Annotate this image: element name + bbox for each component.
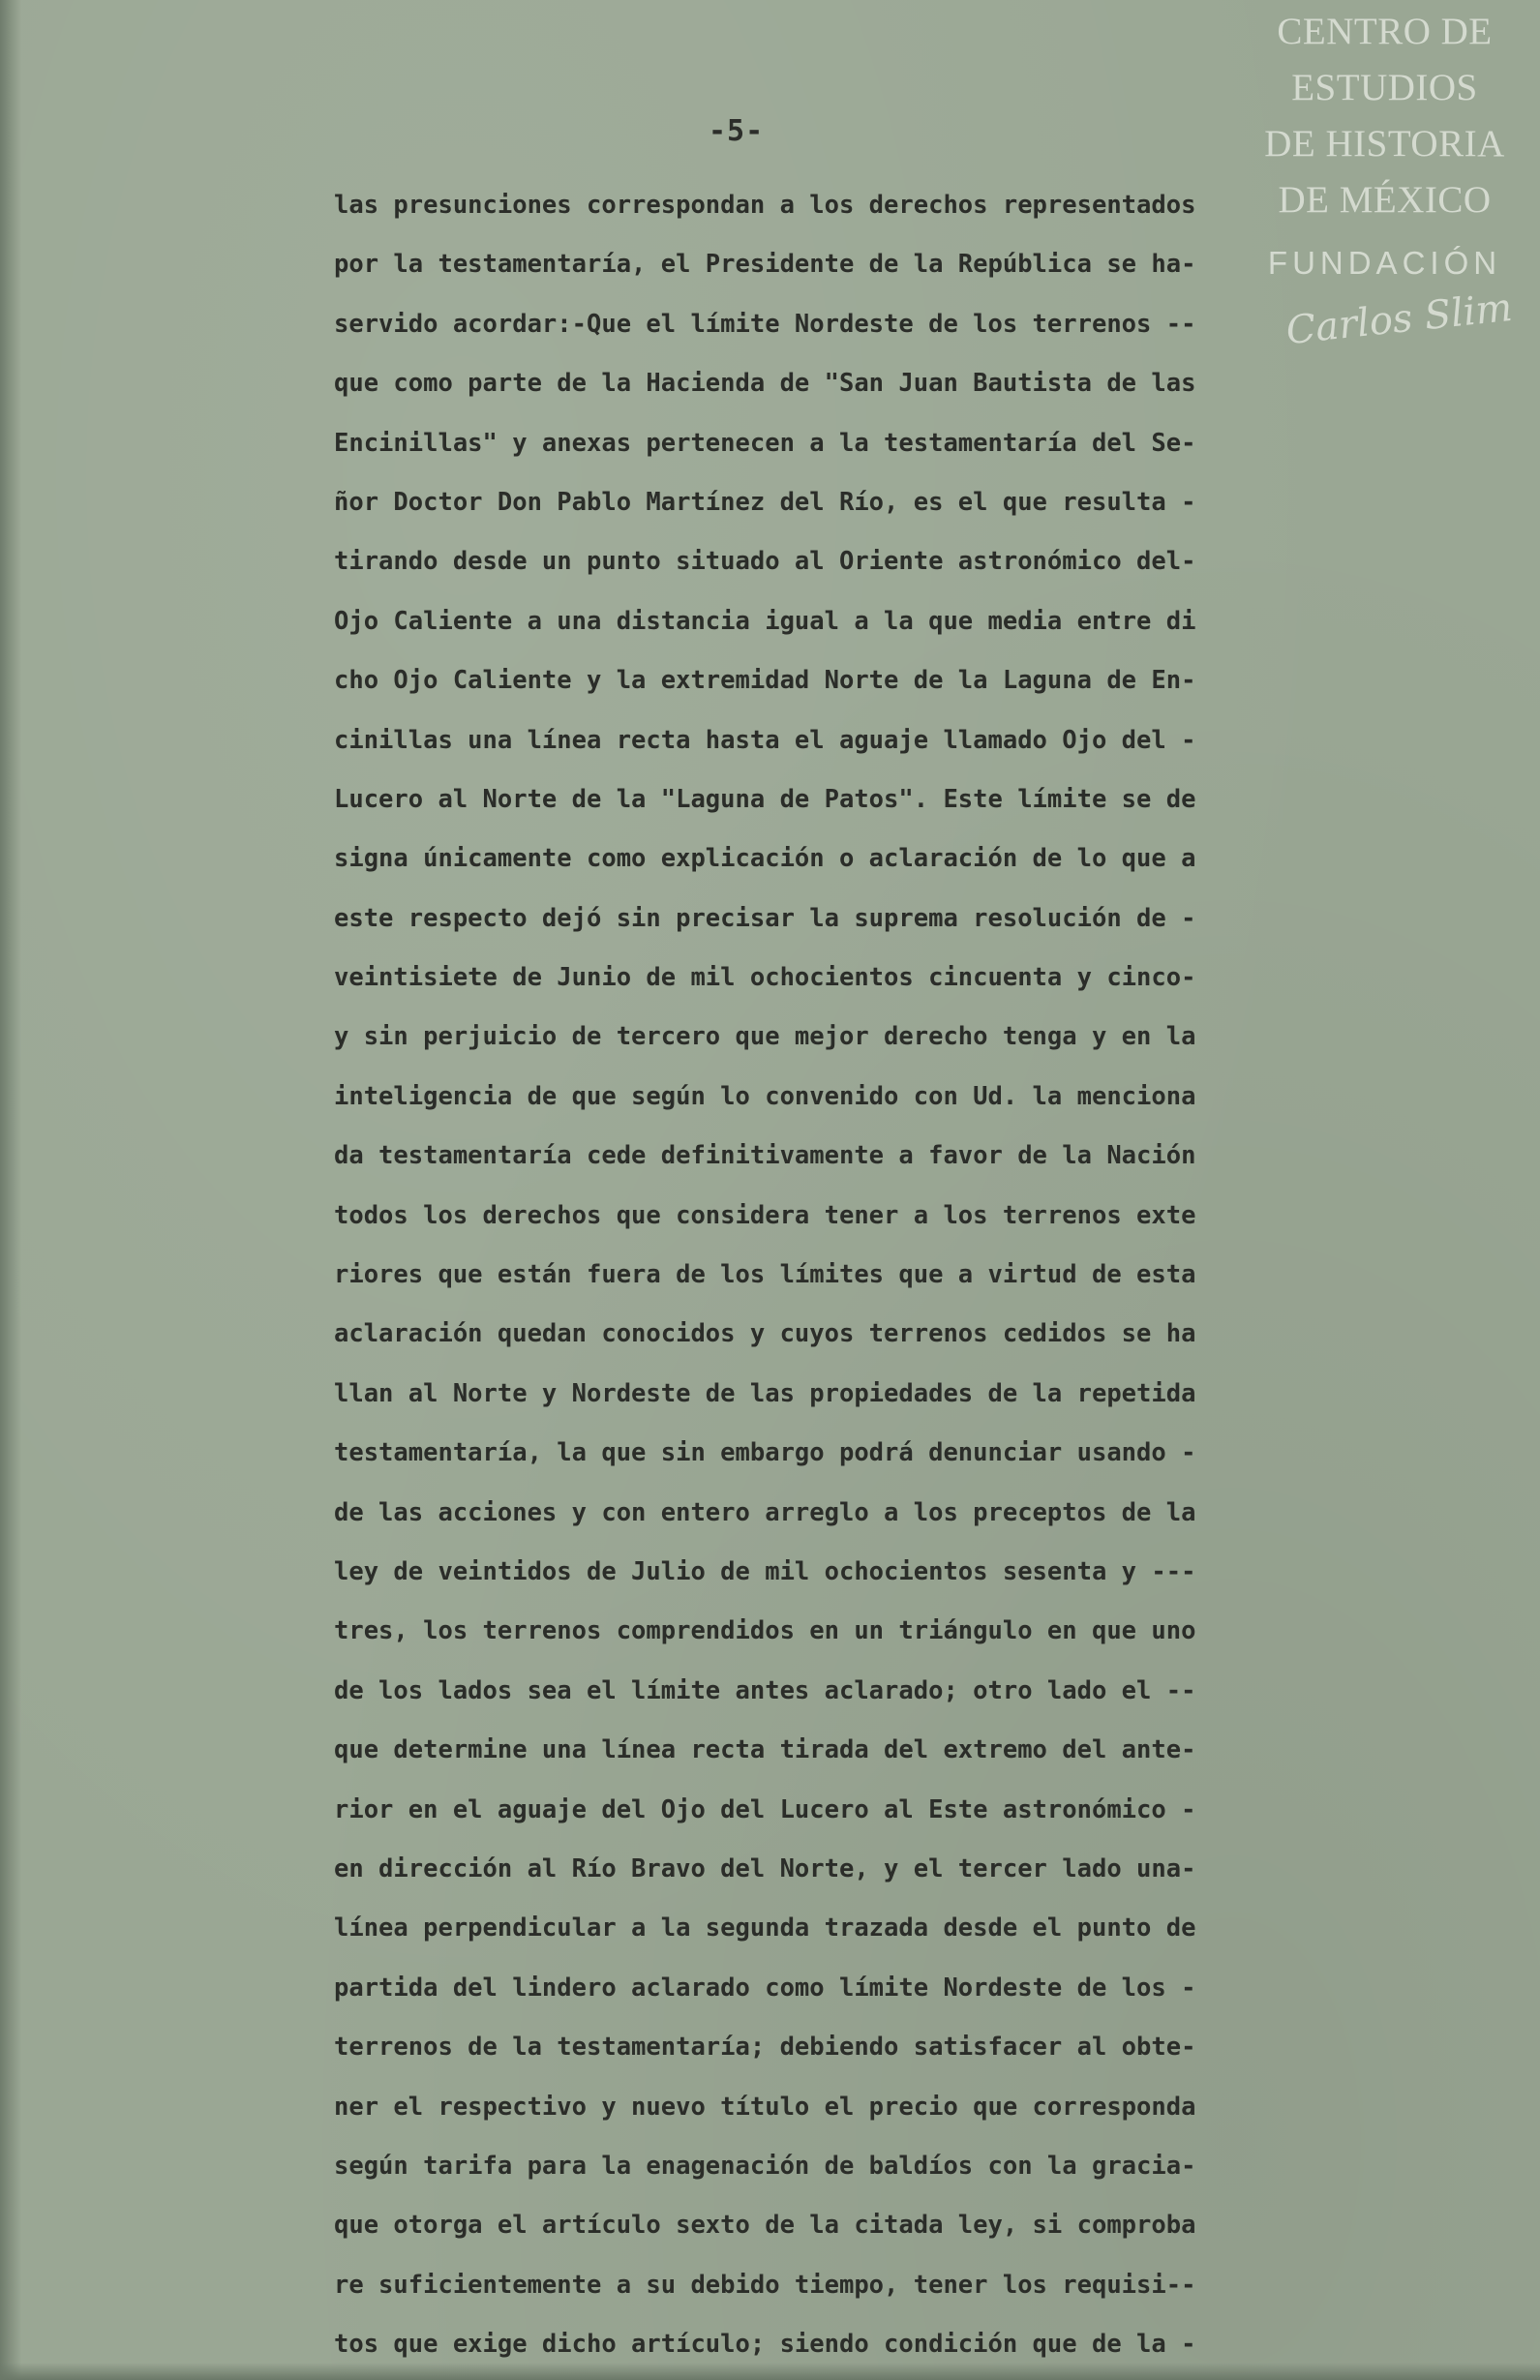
text-line: aclaración quedan conocidos y cuyos terrenos cedidos se ha — [334, 1319, 1196, 1349]
text-line: rior en el aguaje del Ojo del Lucero al Este astronómico - — [334, 1794, 1196, 1824]
watermark-signature: Carlos Slim — [1283, 285, 1515, 354]
text-line: ley de veintidos de Julio de mil ochocientos sesenta y --- — [334, 1556, 1196, 1586]
text-line: partida del lindero aclarado como límite Nordeste de los - — [334, 1973, 1196, 2003]
text-line: ñor Doctor Don Pablo Martínez del Río, es el que resulta - — [334, 487, 1196, 517]
text-line: signa únicamente como explicación o aclaración de lo que a — [334, 844, 1196, 874]
page-edge-shadow — [0, 0, 21, 2380]
text-line: este respecto dejó sin precisar la suprema resolución de - — [334, 903, 1196, 933]
watermark-line: DE MÉXICO — [1278, 179, 1492, 221]
text-line: de los lados sea el límite antes aclarado; otro lado el -- — [334, 1675, 1196, 1705]
watermark-foundation: FUNDACIÓN — [1267, 245, 1502, 281]
text-line: según tarifa para la enagenación de baldíos con la gracia- — [334, 2151, 1196, 2181]
text-line: que determine una línea recta tirada del extremo del ante- — [334, 1735, 1196, 1765]
text-line: testamentaría, la que sin embargo podrá denunciar usando - — [334, 1438, 1196, 1468]
text-line: tres, los terrenos comprendidos en un triángulo en que uno — [334, 1616, 1196, 1646]
text-line: de las acciones y con entero arreglo a los preceptos de la — [334, 1497, 1196, 1527]
text-line: todos los derechos que considera tener a los terrenos exte — [334, 1200, 1196, 1230]
watermark-line: DE HISTORIA — [1264, 123, 1505, 165]
text-line: llan al Norte y Nordeste de las propiedades de la repetida — [334, 1378, 1196, 1408]
text-line: tirando desde un punto situado al Oriente astronómico del- — [334, 547, 1196, 577]
text-line: cho Ojo Caliente y la extremidad Norte de la Laguna de En- — [334, 666, 1196, 696]
text-line: inteligencia de que según lo convenido con Ud. la menciona — [334, 1081, 1196, 1111]
text-line: que otorga el artículo sexto de la citada ley, si comproba — [334, 2211, 1196, 2241]
text-line: Ojo Caliente a una distancia igual a la que media entre di — [334, 606, 1196, 636]
watermark-line: ESTUDIOS — [1291, 67, 1478, 108]
text-line: veintisiete de Junio de mil ochocientos cincuenta y cinco- — [334, 963, 1196, 993]
text-line: Lucero al Norte de la "Laguna de Patos". Este límite se de — [334, 784, 1196, 814]
typewritten-body — [334, 176, 1379, 2374]
page-number: -5- — [709, 114, 765, 148]
text-line: cinillas una línea recta hasta el aguaje llamado Ojo del - — [334, 725, 1196, 755]
watermark-line: CENTRO DE — [1277, 11, 1493, 52]
archive-watermark — [1229, 0, 1540, 382]
text-line: en dirección al Río Bravo del Norte, y el tercer lado una- — [334, 1853, 1196, 1883]
text-line: que como parte de la Hacienda de "San Juan Bautista de las — [334, 369, 1196, 399]
text-line: Encinillas" y anexas pertenecen a la testamentaría del Se- — [334, 428, 1196, 458]
text-line: las presunciones correspondan a los derechos representados — [334, 191, 1196, 220]
text-line: re suficientemente a su debido tiempo, tener los requisi-- — [334, 2270, 1196, 2300]
text-line: y sin perjuicio de tercero que mejor derecho tenga y en la — [334, 1022, 1196, 1052]
text-line: da testamentaría cede definitivamente a favor de la Nación — [334, 1141, 1196, 1171]
text-line: tos que exige dicho artículo; siendo condición que de la - — [334, 2330, 1196, 2360]
text-line: servido acordar:-Que el límite Nordeste de los terrenos -- — [334, 309, 1196, 339]
text-line: ner el respectivo y nuevo título el precio que corresponda — [334, 2092, 1196, 2122]
text-line: línea perpendicular a la segunda trazada desde el punto de — [334, 1913, 1196, 1943]
text-line: riores que están fuera de los límites que a virtud de esta — [334, 1260, 1196, 1290]
text-line: por la testamentaría, el Presidente de la República se ha- — [334, 250, 1196, 280]
text-line: terrenos de la testamentaría; debiendo satisfacer al obte- — [334, 2033, 1196, 2063]
